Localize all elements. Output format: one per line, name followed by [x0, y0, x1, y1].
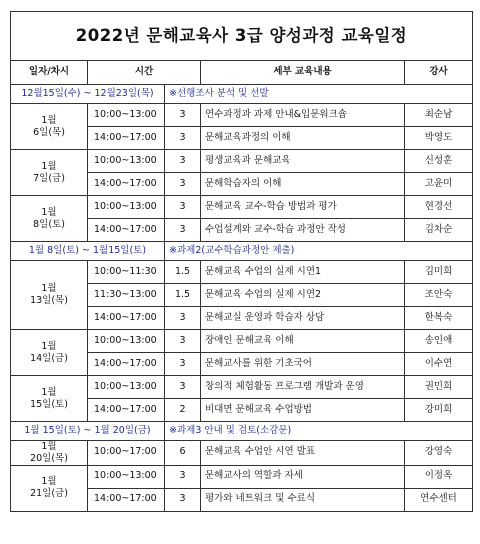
period-row — [11, 85, 473, 104]
date-day: 20일(목) — [30, 452, 68, 464]
session-time: 14:00~17:00 — [88, 127, 165, 150]
date-day: 14일(금) — [30, 352, 68, 364]
date-month: 1월 — [41, 283, 57, 295]
session-instructor: 김차순 — [405, 219, 473, 242]
date-cell — [11, 465, 88, 511]
session-hours: 3 — [165, 196, 201, 219]
session-subject: 평가와 네트워크 및 수료식 — [201, 488, 405, 511]
session-time: 14:00~17:00 — [88, 219, 165, 242]
table-row — [11, 150, 473, 173]
session-time: 10:00~13:00 — [88, 330, 165, 353]
period-range: 1월 8일(토) ~ 1월15일(토) — [11, 242, 165, 261]
session-subject: 문해학습자의 이해 — [201, 173, 405, 196]
session-time: 10:00~13:00 — [88, 376, 165, 399]
session-hours: 3 — [165, 330, 201, 353]
session-subject: 문해교사를 위한 기초국어 — [201, 353, 405, 376]
session-time: 10:00~13:00 — [88, 196, 165, 219]
date-cell — [11, 104, 88, 150]
session-instructor: 송인애 — [405, 330, 473, 353]
session-time: 14:00~17:00 — [88, 173, 165, 196]
date-cell — [11, 441, 88, 466]
session-hours: 2 — [165, 399, 201, 422]
session-instructor: 고윤미 — [405, 173, 473, 196]
date-month: 1월 — [41, 160, 57, 172]
session-instructor: 한복숙 — [405, 307, 473, 330]
session-time: 14:00~17:00 — [88, 399, 165, 422]
session-subject: 문해교실 운영과 학습자 상담 — [201, 307, 405, 330]
period-row — [11, 422, 473, 441]
session-hours: 1.5 — [165, 284, 201, 307]
header-instructor: 강사 — [405, 61, 473, 85]
session-instructor: 신성훈 — [405, 150, 473, 173]
date-month: 1월 — [41, 206, 57, 218]
session-instructor: 최순남 — [405, 104, 473, 127]
period-task: ※과제2(교수학습과정안 제출) — [165, 242, 473, 261]
session-instructor: 김미희 — [405, 261, 473, 284]
session-hours: 3 — [165, 376, 201, 399]
session-instructor: 강미희 — [405, 399, 473, 422]
table-row — [11, 261, 473, 284]
session-subject: 문해교육 수업안 시연 발표 — [201, 441, 405, 466]
session-instructor: 강영숙 — [405, 441, 473, 466]
header-date: 일자/차시 — [11, 61, 88, 85]
page-title: 2022년 문해교육사 3급 양성과정 교육일정 — [11, 12, 473, 61]
session-subject: 문해교육과정의 이해 — [201, 127, 405, 150]
date-cell — [11, 261, 88, 330]
session-time: 14:00~17:00 — [88, 307, 165, 330]
date-cell — [11, 196, 88, 242]
session-instructor: 이정옥 — [405, 465, 473, 488]
period-task: ※선행조사 분석 및 선발 — [165, 85, 473, 104]
table-row — [11, 330, 473, 353]
session-time: 10:00~13:00 — [88, 465, 165, 488]
session-hours: 3 — [165, 173, 201, 196]
session-time: 14:00~17:00 — [88, 353, 165, 376]
session-hours: 6 — [165, 441, 201, 466]
session-hours: 3 — [165, 127, 201, 150]
session-subject: 문해교육 수업의 실제 시연1 — [201, 261, 405, 284]
period-task: ※과제3 안내 및 검토(소감문) — [165, 422, 473, 441]
session-hours: 1.5 — [165, 261, 201, 284]
schedule-table — [10, 11, 473, 512]
session-instructor: 박영도 — [405, 127, 473, 150]
date-day: 6일(목) — [33, 126, 65, 138]
session-time: 10:00~13:00 — [88, 104, 165, 127]
session-hours: 3 — [165, 150, 201, 173]
session-hours: 3 — [165, 104, 201, 127]
session-hours: 3 — [165, 488, 201, 511]
header-time: 시간 — [88, 61, 201, 85]
session-subject: 연수과정과 과제 안내&입문워크숍 — [201, 104, 405, 127]
session-subject: 문해교사의 역할과 자세 — [201, 465, 405, 488]
period-range: 12월15일(수) ~ 12월23일(목) — [11, 85, 165, 104]
session-subject: 비대면 문해교육 수업방법 — [201, 399, 405, 422]
session-subject: 창의적 체험활동 프로그램 개발과 운영 — [201, 376, 405, 399]
date-day: 13일(목) — [30, 295, 68, 306]
session-time: 11:30~13:00 — [88, 284, 165, 307]
session-instructor: 권민희 — [405, 376, 473, 399]
session-hours: 3 — [165, 219, 201, 242]
table-row — [11, 441, 473, 466]
period-range: 1월 15일(토) ~ 1월 20일(금) — [11, 422, 165, 441]
title-row — [11, 12, 473, 61]
date-cell — [11, 330, 88, 376]
session-time: 10:00~13:00 — [88, 150, 165, 173]
table-row — [11, 104, 473, 127]
table-row — [11, 376, 473, 399]
date-day: 8일(토) — [33, 218, 65, 230]
schedule-sheet — [10, 11, 472, 512]
date-month: 1월 — [41, 340, 57, 352]
table-row — [11, 465, 473, 488]
header-content: 세부 교육내용 — [201, 61, 405, 85]
date-day: 21일(금) — [30, 488, 68, 500]
period-row — [11, 242, 473, 261]
session-subject: 평생교육과 문해교육 — [201, 150, 405, 173]
session-time: 10:00~11:30 — [88, 261, 165, 284]
date-month: 1월 — [41, 114, 57, 126]
date-cell — [11, 150, 88, 196]
date-month: 1월 — [41, 441, 57, 452]
date-day: 7일(금) — [33, 172, 65, 184]
session-subject: 문해교육 수업의 실제 시연2 — [201, 284, 405, 307]
session-instructor: 현경선 — [405, 196, 473, 219]
session-subject: 장애인 문해교육 이해 — [201, 330, 405, 353]
session-instructor: 연수센터 — [405, 488, 473, 511]
session-hours: 3 — [165, 307, 201, 330]
session-time: 10:00~17:00 — [88, 441, 165, 466]
session-instructor: 조안숙 — [405, 284, 473, 307]
date-month: 1월 — [41, 476, 57, 488]
date-day: 15일(토) — [30, 398, 68, 410]
table-row — [11, 196, 473, 219]
session-hours: 3 — [165, 353, 201, 376]
date-cell — [11, 376, 88, 422]
session-instructor: 이수연 — [405, 353, 473, 376]
header-row — [11, 61, 473, 85]
session-subject: 수업설계와 교수-학습 과정안 작성 — [201, 219, 405, 242]
date-month: 1월 — [41, 386, 57, 398]
session-hours: 3 — [165, 465, 201, 488]
session-subject: 문해교육 교수-학습 방법과 평가 — [201, 196, 405, 219]
session-time: 14:00~17:00 — [88, 488, 165, 511]
